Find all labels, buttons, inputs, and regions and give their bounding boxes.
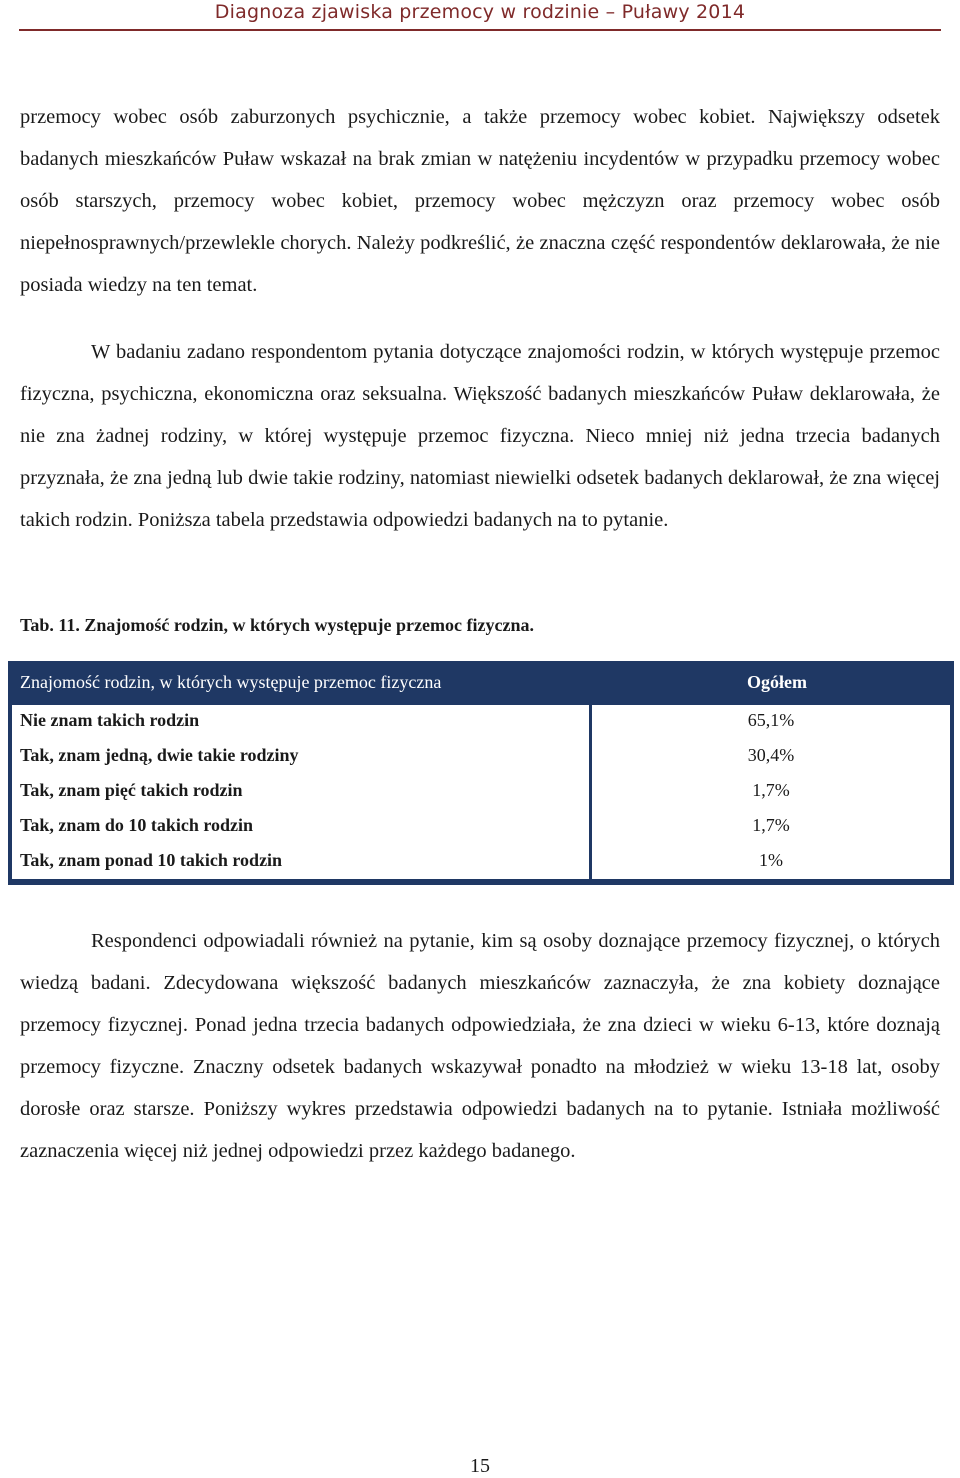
row-value: 30,4%: [747, 745, 795, 765]
row-label: Tak, znam ponad 10 takich rodzin: [20, 850, 283, 870]
row-value: 1%: [759, 850, 783, 870]
table-header-total: Ogółem: [747, 672, 807, 692]
document-title: Diagnoza zjawiska przemocy w rodzinie – Puławy 2014: [214, 1, 746, 23]
paragraph-2: W badaniu zadano respondentom pytania dotyczące znajomości rodzin, w których występuje przemoc fizyczna, psychiczna, ekonomiczna oraz seksualna. Większość badanych mieszkańców Puław deklarowała, że nie zna żadnej rodziny, w której występuje przemoc fizyczna. Nieco mniej niż jedna trzecia badanych przyznała, że zna jedną lub dwie takie rodziny, natomiast niewielki odsetek badanych deklarował, że zna więcej takich rodzin. Poniższa tabela przedstawia odpowiedzi badanych na to pytanie.: [20, 341, 940, 531]
row-label: Nie znam takich rodzin: [20, 710, 200, 730]
row-value: 1,7%: [752, 815, 790, 835]
table-row: [12, 705, 950, 740]
data-table: [8, 661, 954, 885]
table-row: [12, 845, 950, 880]
table-row: [12, 775, 950, 810]
page-header: [0, 0, 960, 34]
row-value: 65,1%: [747, 710, 795, 730]
table-header-row: [8, 661, 954, 705]
paragraph-3: Respondenci odpowiadali również na pytanie, kim są osoby doznające przemocy fizycznej, o których wiedzą badani. Zdecydowana większość badanych mieszkańców zaznaczyła, że zna kobiety doznające przemocy fizycznej. Ponad jedna trzecia badanych odpowiedziała, że zna dzieci w wieku 6-13, które doznają przemocy fizyczne. Znaczny odsetek badanych wskazywał ponadto na młodzież w wieku 13-18 lat, osoby dorosłe oraz starsze. Poniższy wykres przedstawia odpowiedzi badanych na to pytanie. Istniała możliwość zaznaczenia więcej niż jednej odpowiedzi przez każdego badanego.: [20, 930, 940, 1162]
row-value: 1,7%: [752, 780, 790, 800]
header-divider: [19, 29, 941, 31]
row-label: Tak, znam jedną, dwie takie rodziny: [20, 745, 299, 765]
table-row: [12, 810, 950, 845]
table-header-label: Znajomość rodzin, w których występuje przemoc fizyczna: [20, 672, 442, 692]
table-body: [12, 705, 950, 879]
table-row: [12, 740, 950, 775]
paragraph-1: przemocy wobec osób zaburzonych psychicznie, a także przemocy wobec kobiet. Największy odsetek badanych mieszkańców Puław wskazał na brak zmian w natężeniu incydentów w przypadku przemocy wobec osób starszych, przemocy wobec kobiet, przemocy wobec mężczyzn oraz przemocy wobec osób niepełnosprawnych/przewlekle chorych. Należy podkreślić, że znaczna część respondentów deklarowała, że nie posiada wiedzy na ten temat.: [20, 106, 940, 296]
row-label: Tak, znam do 10 takich rodzin: [20, 815, 254, 835]
page-number: 15: [470, 1455, 490, 1477]
row-label: Tak, znam pięć takich rodzin: [20, 780, 243, 800]
table-caption: Tab. 11. Znajomość rodzin, w których występuje przemoc fizyczna.: [20, 615, 534, 635]
